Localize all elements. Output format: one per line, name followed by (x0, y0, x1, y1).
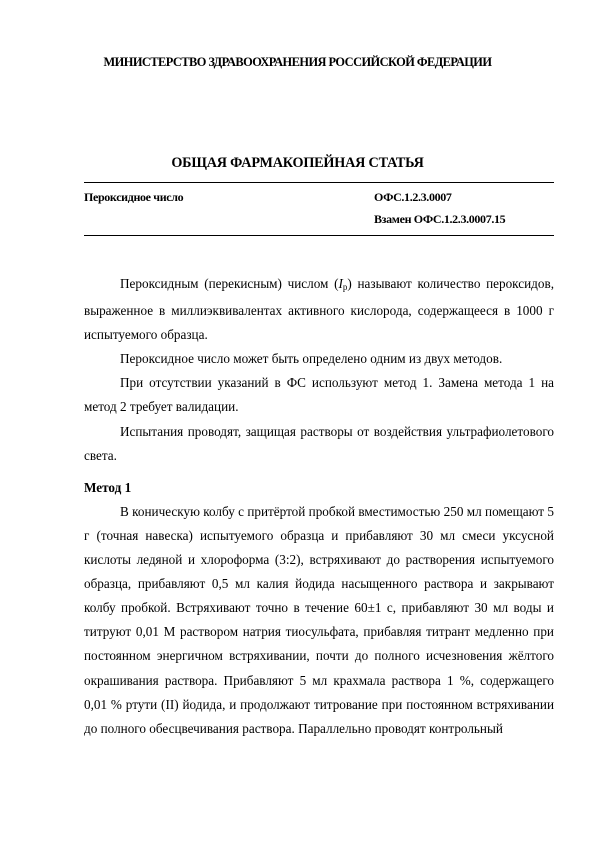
paragraph-method-1-procedure: В коническую колбу с притёртой пробкой вместимостью 250 мл помещают 5 г (точная навеска) испытуемого образца и прибавляют 30 мл смеси уксусной кислоты ледяной и хлороформа (3:2), встряхивают до растворения испытуемого образца, прибавляют 0,5 мл калия йодида насыщенного раствора и закрывают колбу пробкой. Встряхивают точно в течение 60±1 с, прибавляют 30 мл воды и титруют 0,01 М раствором натрия тиосульфата, прибавляя титрант медленно при постоянном энергичном встряхивании, почти до полного исчезновения жёлтого окрашивания раствора. Прибавляют 5 мл крахмала раствора 1 %, содержащего 0,01 % ртути (II) йодида, и продолжают титрование при постоянном встряхивании до полного обесцвечивания раствора. Параллельно проводят контрольный (84, 503, 554, 736)
article-code: ОФС.1.2.3.0007 (374, 190, 452, 204)
paragraph-method-choice: При отсутствии указаний в ФС используют метод 1. Замена метода 1 на метод 2 требует валидации. (84, 375, 554, 415)
peroxide-symbol-subscript: p (342, 282, 348, 292)
paragraph-uv-protection: Испытания проводят, защищая растворы от воздействия ультрафиолетового света. (84, 423, 554, 463)
replaces-code: Взамен ОФС.1.2.3.0007.15 (374, 212, 506, 226)
document-type-heading: ОБЩАЯ ФАРМАКОПЕЙНАЯ СТАТЬЯ (171, 155, 424, 171)
ministry-heading: МИНИСТЕРСТВО ЗДРАВООХРАНЕНИЯ РОССИЙСКОЙ ФЕДЕРАЦИИ (103, 55, 492, 69)
paragraph-definition (84, 272, 554, 347)
definition-text-end: ) называют количество пероксидов, выраженное в миллиэквивалентах активного кислорода, содержащееся в 1000 г испытуемого образца. (84, 276, 555, 343)
article-body (84, 272, 554, 741)
method-1-heading: Метод 1 (84, 479, 132, 495)
definition-text-start: Пероксидным (перекисным) числом ( (120, 276, 339, 291)
header-top-rule (84, 182, 554, 183)
header-bottom-rule (84, 235, 554, 236)
peroxide-symbol: I (338, 276, 343, 291)
article-title: Пероксидное число (84, 190, 184, 204)
paragraph-methods: Пероксидное число может быть определено одним из двух методов. (120, 351, 503, 367)
